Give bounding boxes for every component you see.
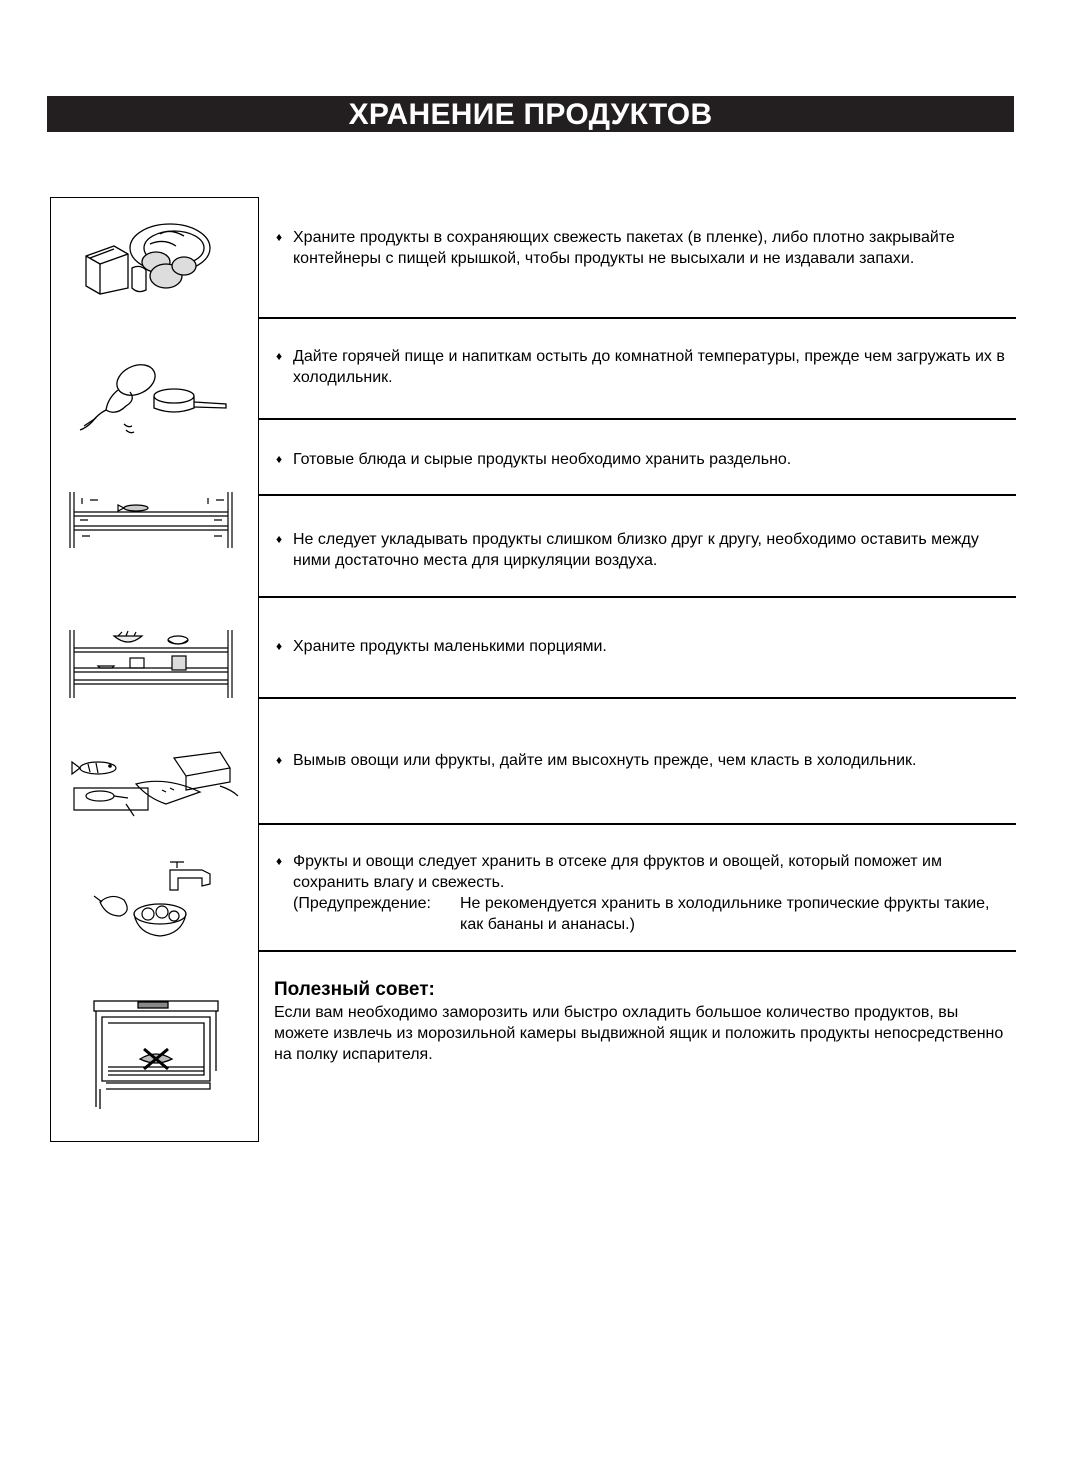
row-divider [259,494,1016,496]
list-item [276,227,1014,269]
list-item-text: Вымыв овощи или фрукты, дайте им высохнуть прежде, чем класть в холодильник. [293,752,917,769]
bullet-diamond-icon: ♦ [276,452,283,466]
bullet-diamond-icon: ♦ [276,349,283,363]
hot-food-cooling-icon [78,352,228,436]
bullet-diamond-icon: ♦ [276,230,283,244]
list-item [276,636,1014,657]
warning-note [293,893,1013,935]
list-item-text: Готовые блюда и сырые продукты необходимо хранить раздельно. [293,451,792,468]
row-divider [259,950,1016,952]
freezer-compartment-icon [92,997,222,1111]
washing-produce-icon [70,748,240,822]
refrigerator-shelves-fish-icon [68,490,234,552]
tip-text: Если вам необходимо заморозить или быстро охладить большое количество продуктов, вы можете извлечь из морозильной камеры выдвижной ящик и положить продукты непосредственно на полку испарителя. [274,1004,1004,1063]
row-divider [259,596,1016,598]
page-title: ХРАНЕНИЕ ПРОДУКТОВ [47,96,1014,132]
list-item-text: Дайте горячей пище и напиткам остыть до комнатной температуры, прежде чем загружать их в холодильник. [293,348,1005,386]
list-item-text: Не следует укладывать продукты слишком близко друг к другу, необходимо оставить между ними достаточно места для циркуляции воздуха. [293,531,979,569]
row-divider [259,697,1016,699]
row-divider [259,317,1016,319]
warning-text: Не рекомендуется хранить в холодильнике тропические фрукты такие, как бананы и ананасы.) [460,895,990,933]
list-item [276,750,1014,771]
list-item [276,851,1014,893]
list-item-text: Фрукты и овощи следует хранить в отсеке для фруктов и овощей, который поможет им сохранить влагу и свежесть. [293,853,942,891]
list-item [276,529,1014,571]
list-item-text: Храните продукты маленькими порциями. [293,638,607,655]
warning-label: (Предупреждение: [293,895,431,912]
tip-title: Полезный совет: [274,979,435,1000]
bullet-diamond-icon: ♦ [276,753,283,767]
row-divider [259,823,1016,825]
bullet-diamond-icon: ♦ [276,854,283,868]
fruits-vegetables-tap-icon [92,856,218,940]
list-item [276,449,1014,470]
bullet-diamond-icon: ♦ [276,639,283,653]
food-containers-icon [80,218,220,298]
row-divider [259,418,1016,420]
list-item [276,346,1014,388]
refrigerator-shelves-portions-icon [68,628,234,700]
list-item-text: Храните продукты в сохраняющих свежесть пакетах (в пленке), либо плотно закрывайте контейнеры с пищей крышкой, чтобы продукты не высыхали и не издавали запахи. [293,229,955,267]
bullet-diamond-icon: ♦ [276,532,283,546]
